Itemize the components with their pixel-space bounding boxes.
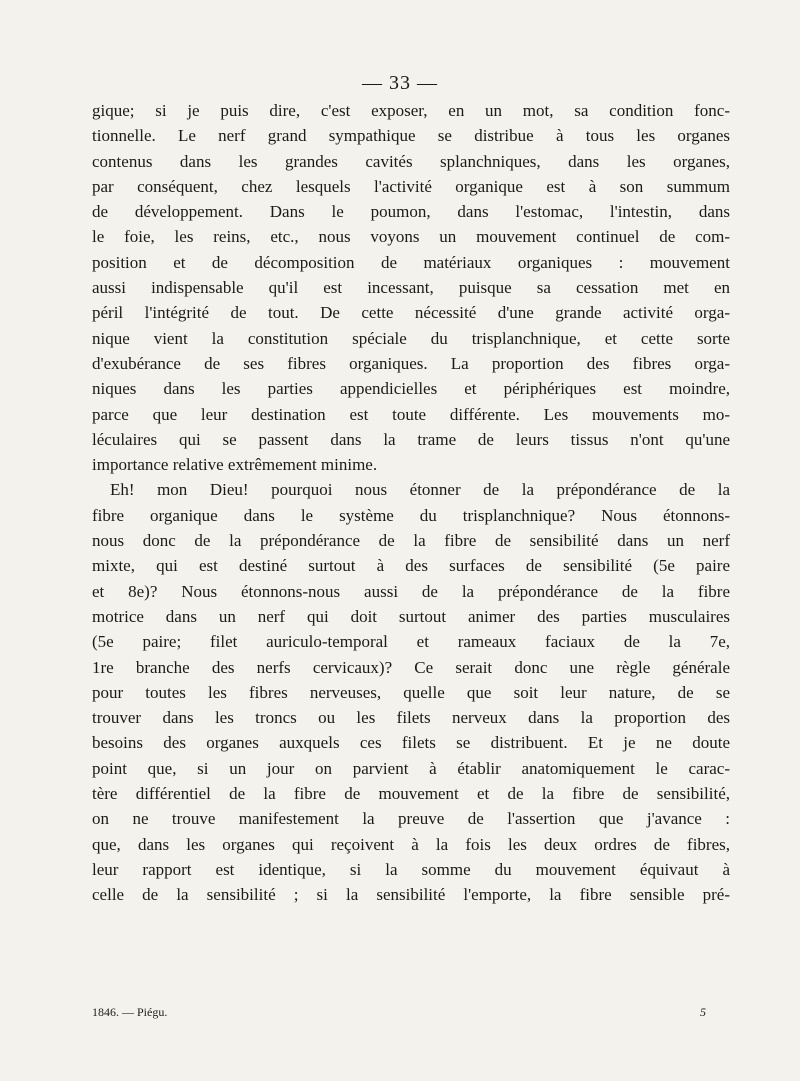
- text-line: pour toutes les fibres nerveuses, quelle que soit leur nature, de se: [92, 682, 730, 702]
- text-line: on ne trouve manifestement la preuve de l'assertion que j'avance :: [92, 809, 730, 829]
- text-line: contenus dans les grandes cavités splanchniques, dans les organes,: [92, 151, 730, 171]
- text-line: trouver dans les troncs ou les filets nerveux dans la proportion des: [92, 708, 730, 728]
- text-line: nique vient la constitution spéciale du trisplanchnique, et cette sorte: [92, 328, 730, 348]
- text-line: tère différentiel de la fibre de mouvement et de la fibre de sensibilité,: [92, 784, 730, 804]
- text-line: péril l'intégrité de tout. De cette nécessité d'une grande activité orga-: [92, 303, 730, 323]
- text-line: que, dans les organes qui reçoivent à la fois les deux ordres de fibres,: [92, 834, 730, 854]
- printer-signature: 1846. — Piégu.: [92, 1005, 168, 1019]
- text-line: position et de décomposition de matériaux organiques : mouvement: [92, 252, 730, 272]
- text-line: gique; si je puis dire, c'est exposer, en un mot, sa condition fonc-: [92, 101, 730, 120]
- text-line: aussi indispensable qu'il est incessant, puisque sa cessation met en: [92, 278, 730, 298]
- text-line: et 8e)? Nous étonnons-nous aussi de la prépondérance de la fibre: [92, 581, 730, 601]
- signature-mark: 5: [700, 1005, 706, 1019]
- text-line: motrice dans un nerf qui doit surtout animer des parties musculaires: [92, 606, 730, 626]
- text-line: par conséquent, chez lesquels l'activité organique est à son summum: [92, 176, 730, 196]
- text-line: (5e paire; filet auriculo-temporal et rameaux faciaux de la 7e,: [92, 632, 730, 652]
- text-line: point que, si un jour on parvient à établir anatomiquement le carac-: [92, 758, 730, 778]
- page-footer: [92, 1005, 730, 1021]
- text-line: le foie, les reins, etc., nous voyons un mouvement continuel de com-: [92, 227, 730, 247]
- text-line: fibre organique dans le système du trisplanchnique? Nous étonnons-: [92, 505, 730, 525]
- text-line: parce que leur destination est toute différente. Les mouvements mo-: [92, 404, 730, 424]
- text-line: leur rapport est identique, si la somme du mouvement équivaut à: [92, 859, 730, 879]
- text-line: de développement. Dans le poumon, dans l'estomac, l'intestin, dans: [92, 202, 730, 222]
- text-line: celle de la sensibilité ; si la sensibilité l'emporte, la fibre sensible pré-: [92, 885, 730, 905]
- page-number: — 33 —: [362, 72, 438, 94]
- text-line: léculaires qui se passent dans la trame de leurs tissus n'ont qu'une: [92, 429, 730, 449]
- text-line: niques dans les parties appendicielles et périphériques est moindre,: [92, 379, 730, 399]
- body-text: [92, 98, 730, 908]
- text-line: importance relative extrêmement minime.: [92, 455, 378, 475]
- text-line: d'exubérance de ses fibres organiques. La proportion des fibres orga-: [92, 353, 730, 373]
- text-line: Eh! mon Dieu! pourquoi nous étonner de la prépondérance de la: [110, 480, 730, 500]
- text-line: besoins des organes auxquels ces filets se distribuent. Et je ne doute: [92, 733, 730, 753]
- text-line: tionnelle. Le nerf grand sympathique se distribue à tous les organes: [92, 126, 730, 146]
- text-line: mixte, qui est destiné surtout à des surfaces de sensibilité (5e paire: [92, 556, 730, 576]
- text-line: nous donc de la prépondérance de la fibre de sensibilité dans un nerf: [92, 531, 730, 551]
- text-line: 1re branche des nerfs cervicaux)? Ce serait donc une règle générale: [92, 657, 730, 677]
